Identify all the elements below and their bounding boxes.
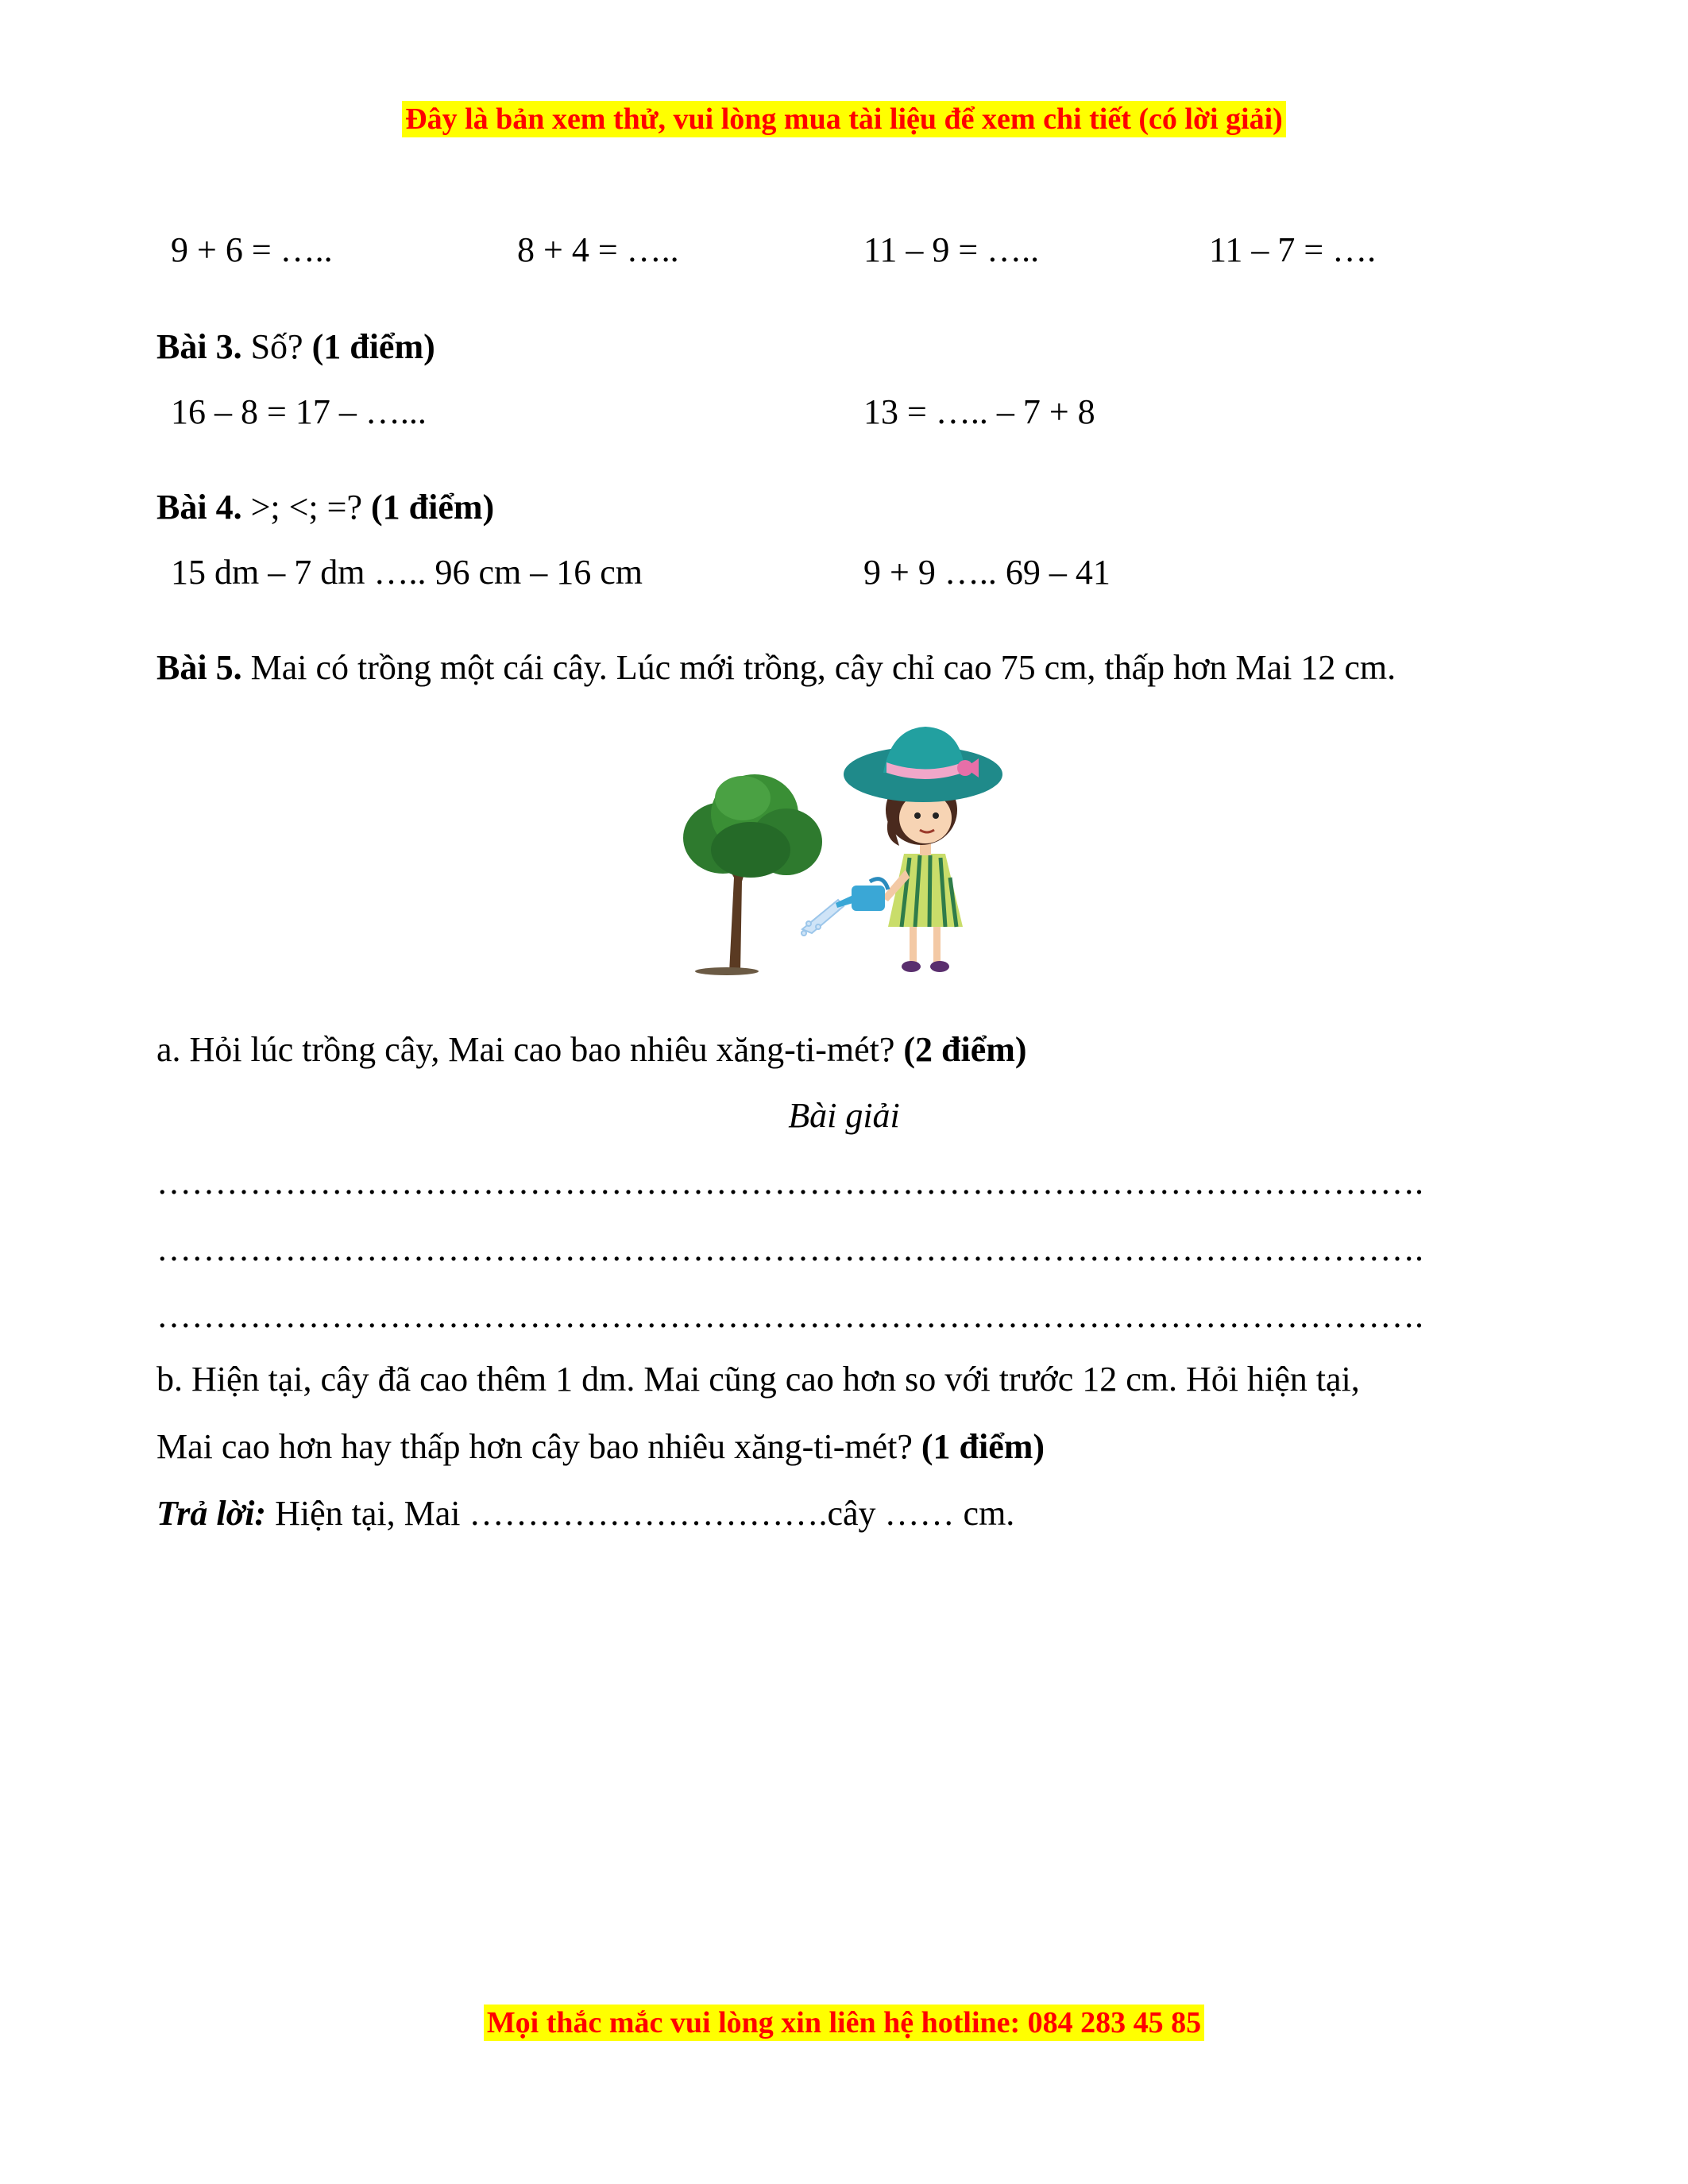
- preview-notice-banner: Đây là bản xem thử, vui lòng mua tài liệu để xem chi tiết (có lời giải): [0, 102, 1688, 137]
- bai4-heading: Bài 4. >; <; =? (1 điểm): [156, 488, 495, 527]
- bai4-item2: 9 + 9 ….. 69 – 41: [863, 553, 1111, 592]
- exercise-row1-item2: 8 + 4 = …..: [517, 230, 679, 269]
- bai4-item1: 15 dm – 7 dm ….. 96 cm – 16 cm: [171, 553, 643, 592]
- tree-and-girl-illustration: [667, 719, 1025, 981]
- girl-icon: [836, 727, 1002, 972]
- part-a-question: a. Hỏi lúc trồng cây, Mai cao bao nhiêu xăng-ti-mét? (2 điểm): [156, 1030, 1027, 1069]
- part-b-question-line2: Mai cao hơn hay thấp hơn cây bao nhiêu xăng-ti-mét? (1 điểm): [156, 1427, 1045, 1466]
- bai3-item2: 13 = ….. – 7 + 8: [863, 392, 1095, 431]
- answer-line-2: ……………………………………………………………………………………………….: [156, 1229, 1423, 1268]
- tree-icon: [683, 774, 822, 975]
- bai5-heading: Bài 5. Mai có trồng một cái cây. Lúc mới trồng, cây chỉ cao 75 cm, thấp hơn Mai 12 cm.: [156, 648, 1396, 687]
- answer-line-1: ……………………………………………………………………………………………….: [156, 1163, 1423, 1202]
- exercise-row1-item4: 11 – 7 = ….: [1209, 230, 1377, 269]
- bai3-item1: 16 – 8 = 17 – …...: [171, 392, 427, 431]
- exercise-row1-item3: 11 – 9 = …..: [863, 230, 1040, 269]
- bai3-heading: Bài 3. Số? (1 điểm): [156, 327, 435, 366]
- solution-title: Bài giải: [788, 1096, 900, 1135]
- part-b-answer: Trả lời: Hiện tại, Mai ………………………….cây …… cm.: [156, 1494, 1015, 1533]
- exercise-row1-item1: 9 + 6 = …..: [171, 230, 333, 269]
- part-b-question-line1: b. Hiện tại, cây đã cao thêm 1 dm. Mai cũng cao hơn so với trước 12 cm. Hỏi hiện tại,: [156, 1360, 1360, 1399]
- answer-line-3: ……………………………………………………………………………………………….: [156, 1296, 1423, 1335]
- hotline-banner: Mọi thắc mắc vui lòng xin liên hệ hotline: 084 283 45 85: [0, 2005, 1688, 2040]
